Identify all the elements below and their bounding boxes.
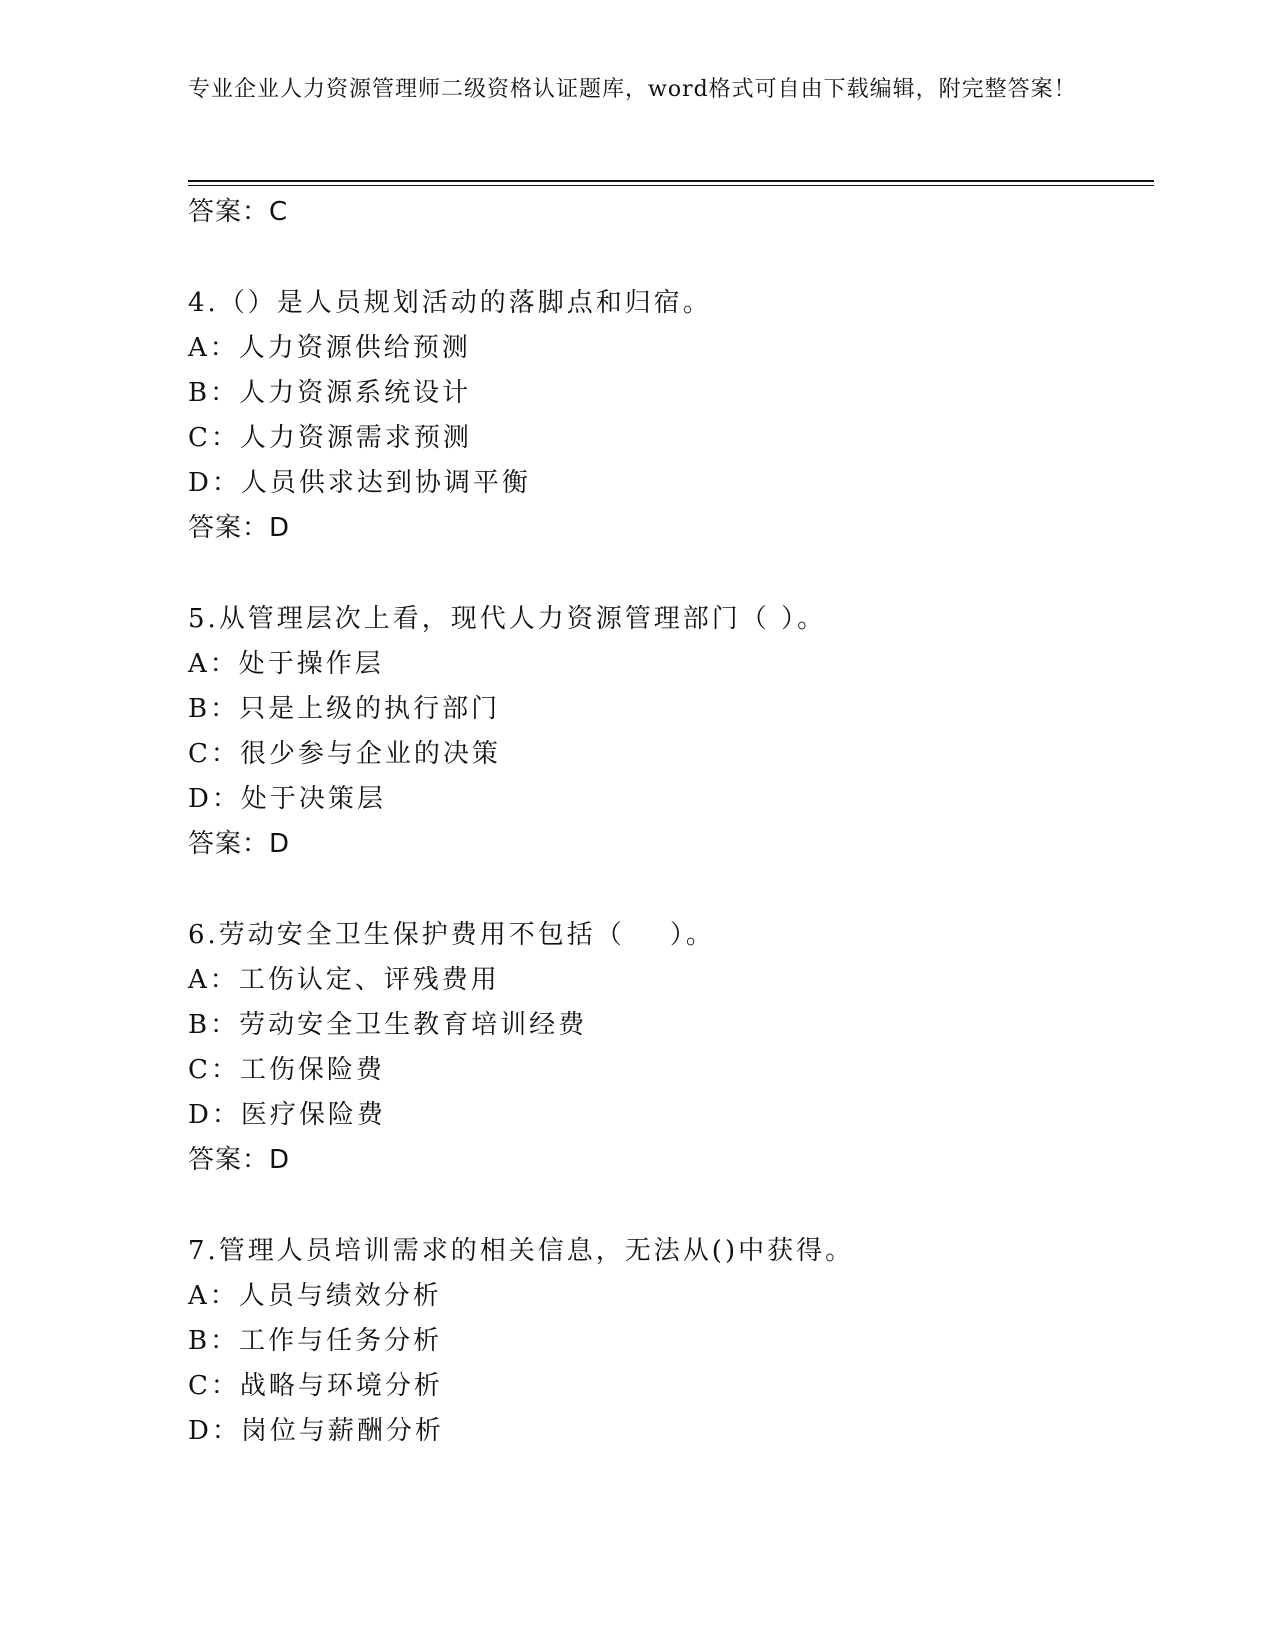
option-b: B：劳动安全卫生教育培训经费 — [188, 1010, 588, 1040]
answer-line: 答案：D — [188, 513, 291, 543]
option-c: C：很少参与企业的决策 — [188, 739, 501, 769]
spacer — [188, 1182, 1154, 1229]
option-b: B：只是上级的执行部门 — [188, 694, 501, 724]
spacer — [188, 234, 1154, 281]
question-block — [188, 281, 1154, 550]
option-a: A：人力资源供给预测 — [188, 333, 471, 363]
answer-line: 答案：C — [188, 197, 289, 227]
question-text: 6.劳动安全卫生保护费用不包括（ ）。 — [188, 920, 715, 950]
header-divider-thick — [188, 180, 1154, 182]
document-intro-text: 专业企业人力资源管理师二级资格认证题库，word格式可自由下载编辑，附完整答案！ — [188, 77, 1077, 102]
option-d: D：处于决策层 — [188, 784, 386, 814]
question-block — [188, 597, 1154, 866]
question-text: 4.（）是人员规划活动的落脚点和归宿。 — [188, 288, 712, 318]
option-d: D：岗位与薪酬分析 — [188, 1416, 444, 1446]
option-a: A：工伤认定、评残费用 — [188, 965, 500, 995]
question-block — [188, 1229, 1154, 1454]
option-c: C：工伤保险费 — [188, 1055, 385, 1085]
option-b: B：工作与任务分析 — [188, 1326, 443, 1356]
option-c: C：战略与环境分析 — [188, 1371, 443, 1401]
spacer — [188, 866, 1154, 913]
question-text: 7.管理人员培训需求的相关信息，无法从()中获得。 — [188, 1236, 855, 1266]
question-text: 5.从管理层次上看，现代人力资源管理部门（ ）。 — [188, 604, 827, 634]
option-a: A：处于操作层 — [188, 649, 384, 679]
question-list — [188, 190, 1154, 1454]
question-block — [188, 913, 1154, 1182]
option-a: A：人员与绩效分析 — [188, 1281, 442, 1311]
spacer — [188, 550, 1154, 597]
option-d: D：人员供求达到协调平衡 — [188, 468, 531, 498]
option-b: B：人力资源系统设计 — [188, 378, 472, 408]
option-d: D：医疗保险费 — [188, 1100, 386, 1130]
option-c: C：人力资源需求预测 — [188, 423, 472, 453]
header-divider-thin — [188, 185, 1154, 186]
answer-line: 答案：D — [188, 829, 291, 859]
answer-line: 答案：D — [188, 1145, 291, 1175]
